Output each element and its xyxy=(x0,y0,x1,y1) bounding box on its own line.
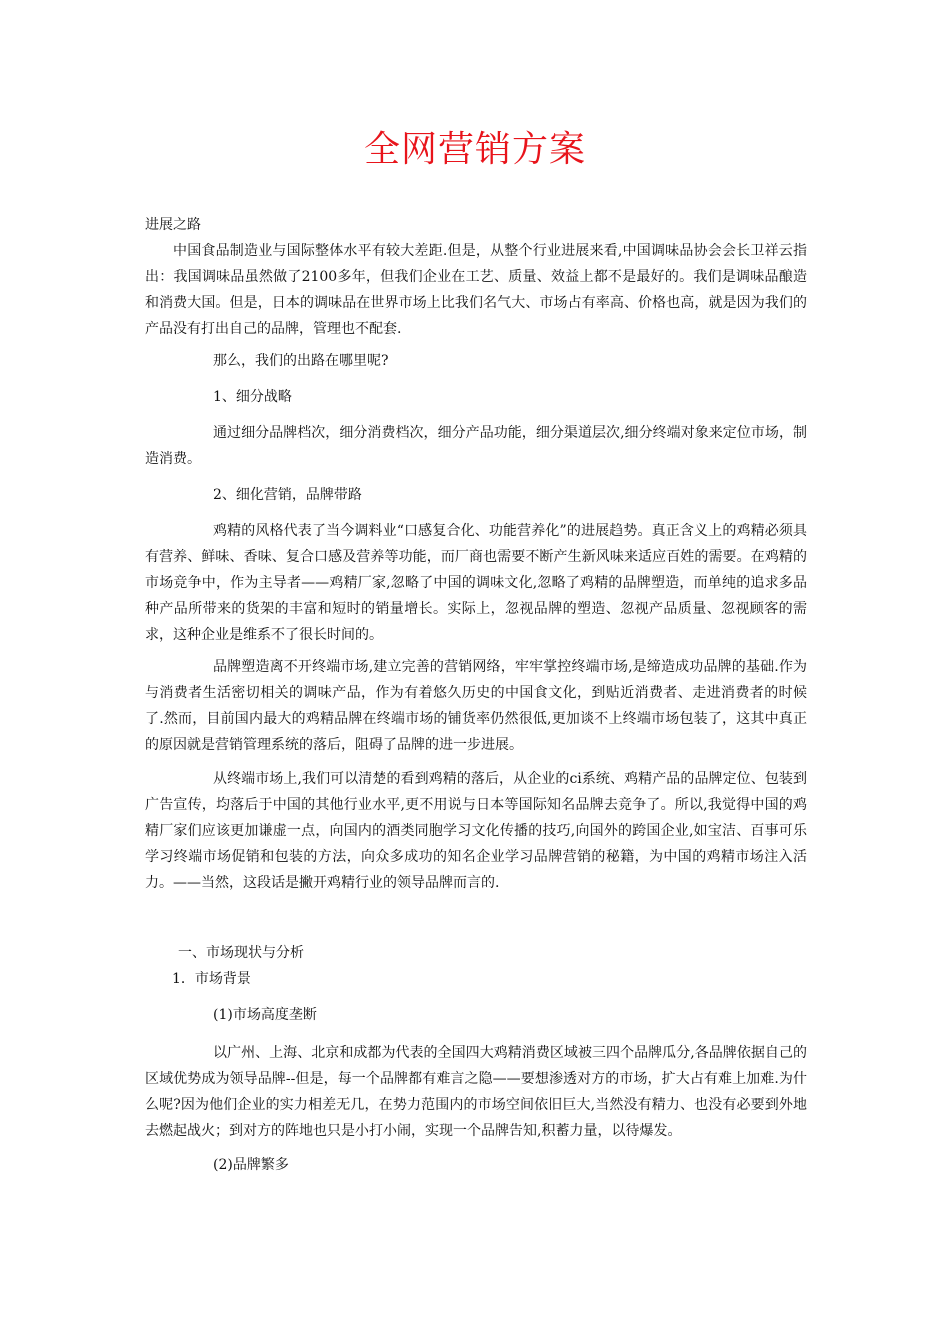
chicken-essence-paragraph: 鸡精的风格代表了当今调料业“口感复合化、功能营养化”的进展趋势。真正含义上的鸡精必须具有营养、鲜味、香味、复合口感及营养等功能，而厂商也需要不断产生新风味来适应百姓的需要。在鸡精的市场竞争中，作为主导者——鸡精厂家,忽略了中国的调味文化,忽略了鸡精的品牌塑造，而单纯的追求多品种产品所带来的货架的丰富和短时的销量增长。实际上，忽视品牌的塑造、忽视产品质量、忽视顾客的需求，这种企业是维系不了很长时间的。 xyxy=(145,523,807,643)
section-1-heading: 一、市场现状与分析 xyxy=(178,945,304,961)
subsection-1-heading: 1．市场背景 xyxy=(172,971,251,987)
point-1-heading: (1)市场高度垄断 xyxy=(213,1007,317,1023)
question-line: 那么，我们的出路在哪里呢? xyxy=(213,353,389,369)
intro-paragraph: 中国食品制造业与国际整体水平有较大差距.但是，从整个行业进展来看,中国调味品协会会长卫祥云指出：我国调味品虽然做了2100多年，但我们企业在工艺、质量、效益上都不是最好的。我们是调味品酿造和消费大国。但是，日本的调味品在世界市场上比我们名气大、市场占有率高、价格也高，就是因为我们的产品没有打出自己的品牌，管理也不配套. xyxy=(145,243,807,337)
point-2-heading: (2)品牌繁多 xyxy=(213,1157,289,1173)
strategy-1-heading: 1、细分战略 xyxy=(213,389,292,405)
strategy-2-heading: 2、细化营销，品牌带路 xyxy=(213,487,362,503)
point-1-paragraph: 以广州、上海、北京和成都为代表的全国四大鸡精消费区域被三四个品牌瓜分,各品牌依据自己的区域优势成为领导品牌--但是，每一个品牌都有难言之隐——要想渗透对方的市场，扩大占有难上加难.为什么呢?因为他们企业的实力相差无几，在势力范围内的市场空间依旧巨大,当然没有精力、也没有必要到外地去燃起战火；到对方的阵地也只是小打小闹，实现一个品牌告知,积蓄力量，以待爆发。 xyxy=(145,1045,807,1139)
ci-system-paragraph: 从终端市场上,我们可以清楚的看到鸡精的落后，从企业的ci系统、鸡精产品的品牌定位、包装到广告宣传，均落后于中国的其他行业水平,更不用说与日本等国际知名品牌去竞争了。所以,我觉得中国的鸡精厂家们应该更加谦虚一点，向国内的酒类同胞学习文化传播的技巧,向国外的跨国企业,如宝洁、百事可乐学习终端市场促销和包装的方法，向众多成功的知名企业学习品牌营销的秘籍，为中国的鸡精市场注入活力。——当然，这段话是撇开鸡精行业的领导品牌而言的. xyxy=(145,771,807,891)
intro-heading: 进展之路 xyxy=(145,217,201,233)
strategy-1-paragraph: 通过细分品牌档次，细分消费档次，细分产品功能，细分渠道层次,细分终端对象来定位市场，制造消费。 xyxy=(145,425,807,467)
terminal-market-paragraph: 品牌塑造离不开终端市场,建立完善的营销网络，牢牢掌控终端市场,是缔造成功品牌的基础.作为与消费者生活密切相关的调味产品，作为有着悠久历史的中国食文化，到贴近消费者、走进消费者的时候了.然而，目前国内最大的鸡精品牌在终端市场的铺货率仍然很低,更加谈不上终端市场包装了，这其中真正的原因就是营销管理系统的落后，阻碍了品牌的进一步进展。 xyxy=(145,659,807,753)
document-title: 全网营销方案 xyxy=(363,129,586,170)
